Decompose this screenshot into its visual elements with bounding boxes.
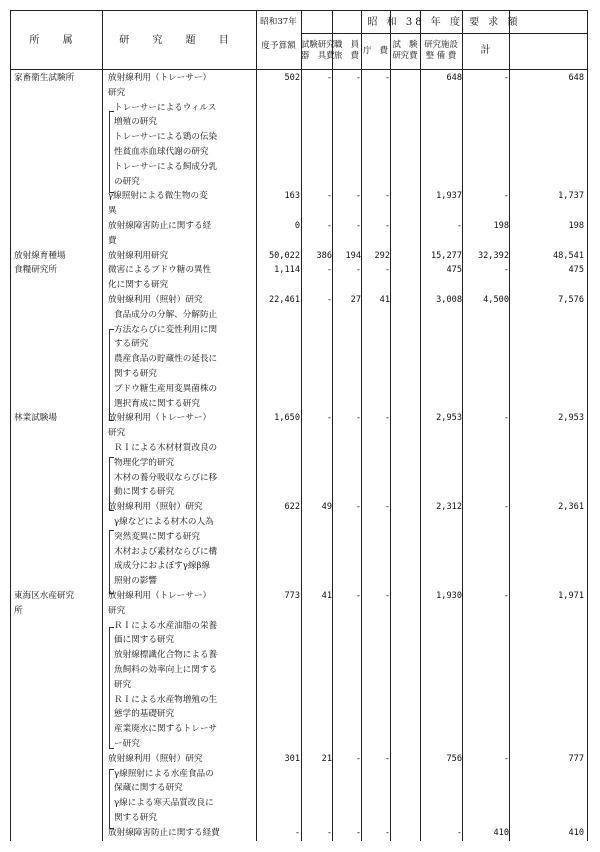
amount-cell: 50,022 [268,250,300,261]
amount-cell: - [326,191,332,202]
subject-cell: 微害によるブドウ糖の異性 [108,265,212,276]
amount-cell: 2,953 [436,413,462,424]
header-col-travel: 職 員 旅 費 [333,39,360,60]
amount-cell: 1,930 [436,591,462,601]
dept-cell: 林業試験場 [14,413,57,424]
amount-cell: 21 [321,753,332,764]
amount-cell: 198 [568,221,584,231]
amount-cell: - [384,265,390,276]
amount-cell: 1,737 [558,191,584,202]
subtopic-cell: γ線照射による水産食品の [114,768,214,779]
amount-cell: - [384,753,390,764]
header-year38: 昭 和 38 年 度 要 求 額 [367,17,521,28]
subtopic-cell: 保蔵に関する研究 [114,783,183,794]
amount-cell: 1,971 [558,591,584,601]
subtopic-cell: 魚飼料の効率向上に関する [114,665,218,675]
amount-cell: - [503,73,509,83]
subtopic-cell: の研究 [114,176,140,187]
amount-cell: 32,392 [477,250,509,261]
subject-cell: 研究 [108,428,126,439]
subtopic-cell: ー研究 [114,739,140,749]
amount-cell: - [326,221,332,231]
amount-cell: 1,650 [274,413,300,424]
subtopic-cell: 木材および素材ならびに構 [114,546,218,557]
amount-cell: 502 [284,73,300,83]
subtopic-cell: 増殖の研究 [114,117,157,128]
amount-cell: - [456,827,462,838]
amount-cell: - [503,502,509,513]
amount-cell: - [503,265,509,276]
subject-cell: 異 [108,206,117,217]
amount-cell: - [503,191,509,202]
amount-cell: 198 [493,221,509,231]
amount-cell: - [326,827,332,838]
subtopic-cell: 関する研究 [114,369,157,379]
amount-cell: - [384,221,390,231]
subtopic-cell: 農産食品の貯蔵性の延長に [114,354,218,365]
subtopic-cell: ブドウ糖生産用変異菌株の [114,383,218,394]
subtopic-cell: 性貧血赤血球代謝の研究 [114,147,209,157]
amount-cell: - [355,265,361,276]
amount-cell: 15,277 [430,250,462,261]
amount-cell: - [384,591,390,601]
subtopic-cell: 木材の養分吸収ならびに移 [114,472,218,483]
subtopic-cell: 放射線標識化合物による養 [114,650,218,661]
subtopic-cell: トレーサーによるウィルス [114,102,217,113]
header-col-facility: 研究施設 整 備 費 [424,39,458,60]
amount-cell: 475 [446,265,462,276]
amount-cell: - [355,827,361,838]
header-col-research: 試 験 研究費 [392,39,418,60]
amount-cell: 41 [321,591,332,601]
subtopic-cell: 価に関する研究 [114,635,175,646]
dept-cell: 家畜衛生試験所 [14,73,75,83]
subject-cell: 放射線利用（トレーサー） [108,591,212,601]
amount-cell: 410 [493,827,509,838]
subject-cell: 放射線障害防止に関する経 [108,221,212,231]
subject-cell: 放射線利用（照射）研究 [108,295,203,305]
amount-cell: - [355,191,361,202]
subtopic-cell: ＲＩによる水産物増殖の生 [114,694,218,705]
amount-cell: 301 [284,753,300,764]
header-col-equipment: 試験研究 器 具費 [301,39,335,60]
amount-cell: - [503,413,509,424]
amount-cell: 648 [446,73,462,83]
amount-cell: - [355,502,361,513]
amount-cell: - [294,827,300,838]
amount-cell: 2,361 [558,502,584,513]
amount-cell: 410 [568,827,584,838]
amount-cell: - [326,73,332,83]
amount-cell: 48,541 [552,250,584,261]
subject-cell: 費 [108,235,117,246]
amount-cell: 41 [379,295,390,305]
subtopic-cell: 関する研究 [114,813,157,823]
amount-cell: - [326,265,332,276]
subject-cell: 放射線利用（トレーサー） [108,73,212,83]
amount-cell: 22,461 [268,295,300,305]
amount-cell: - [503,753,509,764]
subtopic-cell: トレーサーによる鶏の伝染 [114,132,218,143]
subtopic-cell: γ線による寒天品質改良に [114,798,214,809]
amount-cell: 27 [350,295,361,305]
amount-cell: 7,576 [558,295,584,305]
amount-cell: 2,312 [436,502,462,513]
amount-cell: 1,937 [436,191,462,202]
amount-cell: - [355,591,361,601]
subtopic-cell: 方法ならびに変性利用に関 [114,324,218,335]
amount-cell: - [355,221,361,231]
subject-cell: 放射線障害防止に関する経費 [108,827,220,838]
amount-cell: 777 [568,753,584,764]
amount-cell: - [326,413,332,424]
subject-cell: 研究 [108,605,126,616]
subject-cell: 放射線利用（照射）研究 [108,502,203,513]
amount-cell: 475 [568,265,584,276]
amount-cell: 648 [568,73,584,83]
amount-cell: 2,953 [558,413,584,424]
subtopic-cell: 成成分におよぼすγ線β線 [114,561,211,572]
header-subject: 研 究 題 目 [119,35,239,46]
amount-cell: 163 [284,191,300,202]
amount-cell: 49 [321,502,332,513]
amount-cell: 756 [446,753,462,764]
amount-cell: - [326,295,332,305]
subject-cell: γ線照射による微生物の変 [108,191,208,202]
amount-cell: 773 [284,591,300,601]
subject-cell: 研究 [108,87,126,98]
amount-cell: - [384,191,390,202]
budget-table [10,10,588,841]
amount-cell: - [384,413,390,424]
dept-cell: 食糧研究所 [14,265,57,276]
header-budget37-sub: 度予算額 [261,41,296,51]
dept-cell: 放射線育種場 [14,250,66,261]
amount-cell: - [384,502,390,513]
amount-cell: - [503,591,509,601]
subtopic-cell: 産業廃水に関するトレーサ [114,724,218,735]
header-col-total: 計 [480,45,491,56]
subject-cell: 放射線利用（トレーサー） [108,413,212,424]
subtopic-cell: ＲＩによる水産油脂の栄養 [114,620,218,631]
amount-cell: 292 [374,250,390,261]
subtopic-cell: γ線などによる材木の人為 [114,517,214,527]
amount-cell: 4,500 [483,295,509,305]
amount-cell: 1,114 [274,265,300,276]
subtopic-cell: 選択育成に関する研究 [114,398,200,409]
amount-cell: 622 [284,502,300,513]
amount-cell: 194 [345,250,361,261]
subject-cell: 化に関する研究 [108,280,169,291]
subtopic-cell: 動に関する研究 [114,487,175,498]
subtopic-cell: ＲＩによる木材材質改良の [114,443,218,453]
header-budget37: 昭和37年 [260,17,297,27]
amount-cell: - [384,827,390,838]
amount-cell: - [355,753,361,764]
amount-cell: - [456,221,462,231]
amount-cell: 0 [294,221,300,231]
subtopic-cell: 物理化学的研究 [114,457,175,468]
subtopic-cell: する研究 [114,339,149,350]
subtopic-cell: 照射の影響 [114,576,157,587]
subtopic-cell: 研究 [114,679,132,690]
dept-cell: 東海区水産研究 [14,591,75,601]
amount-cell: 3,008 [436,295,462,305]
amount-cell: - [355,73,361,83]
subtopic-cell: 態学的基礎研究 [114,709,175,720]
subtopic-cell: 突然変異に関する研究 [114,531,200,542]
amount-cell: 386 [316,250,332,261]
subject-cell: 放射線利用研究 [108,250,169,261]
header-dept: 所 属 [29,35,83,46]
subtopic-cell: 食品成分の分解、分解防止 [114,309,218,320]
amount-cell: - [355,413,361,424]
subtopic-cell: トレーサーによる飼成分乳 [114,161,218,172]
amount-cell: - [384,73,390,83]
header-col-office: 庁 費 [362,45,389,55]
dept-cell: 所 [14,605,23,616]
subject-cell: 放射線利用（照射）研究 [108,753,203,764]
